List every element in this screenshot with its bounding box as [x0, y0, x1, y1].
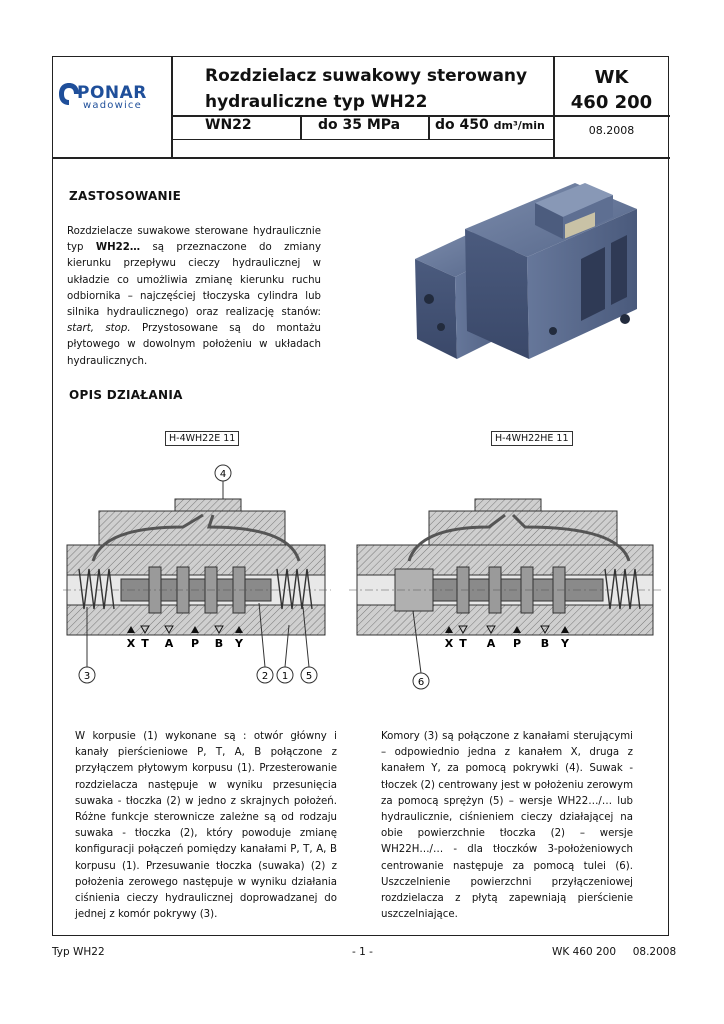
document-title: Rozdzielacz suwakowy sterowany hydrauliczne typ WH22 [205, 66, 528, 112]
catalog-code: WK 460 200 [570, 67, 653, 113]
footer-left: Typ WH22 [52, 946, 105, 958]
port-b-right: B [540, 637, 550, 650]
application-text: Rozdzielacze suwakowe sterowane hydraulicznie typ WH22… są przeznaczone do zmiany kierunku przepływu cieczy hydraulicznej w układzie co umożliwia zmianę kierunku ruchu odbiornika – najczęściej tłoczyska cylindra lub silnika hydraulicznego) oraz realizację stanów: start, stop. Przystosowane są do montażu płytowego w dowolnym położeniu w układach hydraulicznych. [67, 226, 321, 367]
diagram-left-label: H-4WH22E 11 [165, 431, 239, 446]
operation-right-text: Komory (3) są połączone z kanałami sterującymi – odpowiednio jedna z kanałem X, druga z kanałem Y, za pomocą pokrywki (4). Suwak - tłoczek (2) centrowany jest w położeniu zerowym za pomocą sprężyn (5) – wersje WH22…/… lub hydraulicznie, ciśnieniem cieczy działającej na obie powierzchnie tłoczka (2) – wersje WH22H…/… - dla tłoczków 3-położeniowych centrowanie następuje za pomocą tulei (6). Uszczelnienie powierzchni przyłączeniowej rozdzielacza z płytą zapewniają pierścienie uszczelniające. [381, 731, 633, 921]
port-a-right: A [486, 637, 496, 650]
diagram-left [63, 457, 331, 697]
callout-6: 6 [417, 677, 425, 688]
port-b: B [214, 637, 224, 650]
application-heading: ZASTOSOWANIE [69, 189, 182, 203]
callout-3: 3 [83, 671, 91, 682]
port-t-right: T [459, 637, 467, 650]
port-a: A [164, 637, 174, 650]
spec-size: WN22 [205, 117, 252, 133]
footer-page-number: - 1 - [352, 946, 373, 958]
operation-heading: OPIS DZIAŁANIA [69, 388, 183, 402]
port-t: T [141, 637, 149, 650]
header-date: 08.2008 [588, 124, 635, 137]
operation-left-text: W korpusie (1) wykonane są : otwór główny i kanały pierścieniowe P, T, A, B połączone z przyłączem płytowym korpusu (1). Przesterowanie rozdzielacza następuje w wyniku przesunięcia suwaka - tłoczka (2) w jedno z skrajnych położeń. Różne funkcje sterownicze zależne są od rodzaju suwaka - tłoczka (2), który powoduje zmianę konfiguracji połączeń pomiędzy kanałami P, T, A, B korpusu (1). Przesuwanie tłoczka (suwaka) (2) z położenia zerowego następuje w wyniku działania ciśnienia cieczy hydraulicznej doprowadzanej do jednej z komór pokrywy (3). [75, 731, 337, 921]
callout-5: 5 [305, 671, 313, 682]
logo [53, 57, 171, 157]
diagram-right [349, 457, 661, 697]
callout-1: 1 [281, 671, 289, 682]
logo-brand: PONAR [77, 83, 147, 103]
valve-photo [405, 169, 641, 367]
port-x: X [126, 637, 136, 650]
port-y: Y [235, 637, 243, 650]
port-x-right: X [444, 637, 454, 650]
diagram-right-label: H-4WH22HE 11 [491, 431, 573, 446]
port-p: P [190, 637, 200, 650]
callout-2: 2 [261, 671, 269, 682]
port-p-right: P [512, 637, 522, 650]
callout-4: 4 [219, 469, 227, 480]
page-frame [52, 56, 669, 936]
logo-sub: wadowice [83, 100, 142, 111]
spec-pressure: do 35 MPa [318, 117, 401, 133]
port-y-right: Y [561, 637, 569, 650]
spec-flow: do 450 dm³/min [435, 117, 545, 133]
footer-right: WK 460 200 08.2008 [552, 946, 677, 958]
